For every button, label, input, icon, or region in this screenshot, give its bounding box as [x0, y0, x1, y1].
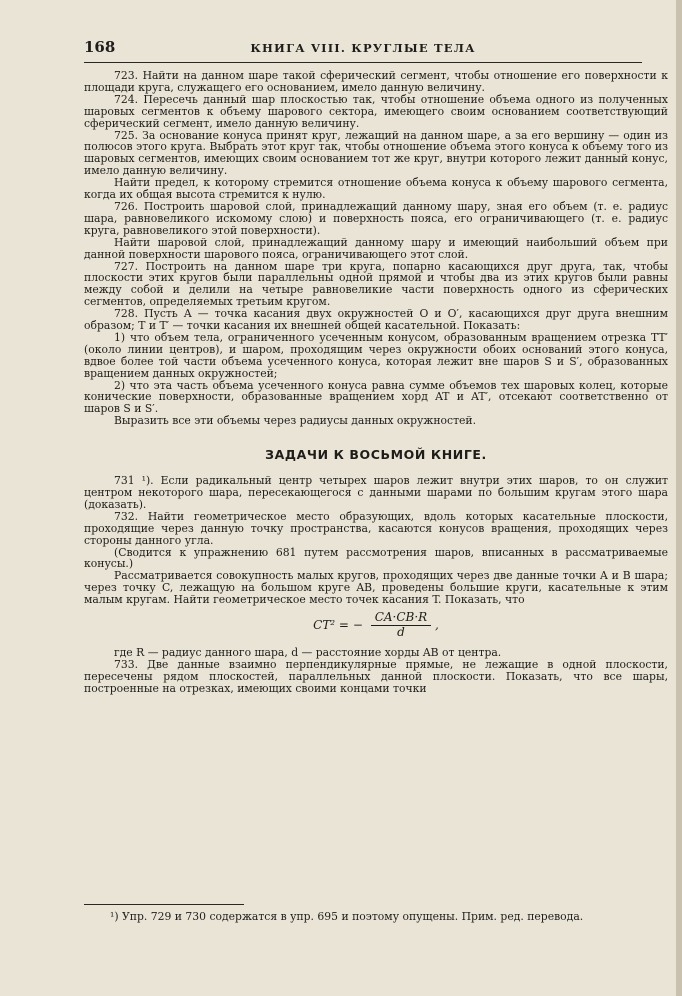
footnote: ¹) Упр. 729 и 730 содержатся в упр. 695 и поэтому опущены. Прим. ред. перевода.	[110, 910, 584, 923]
paragraph: Найти шаровой слой, принадлежащий данному шару и имеющий наибольший объем при данной поверхности шарового пояса, ограничивающего этот слой.	[84, 235, 668, 261]
formula-lhs: CT² =	[313, 617, 349, 632]
paragraph: 733. Две данные взаимно перпендикулярные прямые, не лежащие в одной плоскости, пересечены рядом плоскостей, параллельных данной плоскости. Показать, что все шары, построенные на отрезках, имеющих своими концами точки	[84, 657, 668, 695]
paragraph: Выразить все эти объемы через радиусы данных окружностей.	[114, 414, 477, 428]
formula-minus: −	[352, 617, 363, 632]
paragraph: 724. Пересечь данный шар плоскостью так, чтобы отношение объема одного из полученных шаровых сегментов к объему шарового сектора, имеющего своим основанием соответствующий сферический сегмент, имело данную величину.	[84, 92, 668, 130]
page-edge-shadow	[676, 0, 682, 996]
body-text	[84, 70, 668, 695]
running-head	[84, 38, 642, 58]
formula-numerator: CA·CB·R	[371, 612, 432, 626]
paragraph: 1) что объем тела, ограниченного усеченным конусом, образованным вращением отрезка TT′ (около линии центров), и шаром, проходящим через окружности обоих оснований этого конуса, вдвое более той части объема усеченного конуса, которая лежит вне шаров S и S′, образованных вращением данных окружностей;	[84, 330, 668, 380]
paragraph: 731 ¹). Если радикальный центр четырех шаров лежит внутри этих шаров, то он служит центром некоторого шара, пересекающегося с данными шарами по большим кругам этого шара (доказать).	[84, 474, 668, 511]
header-rule	[84, 62, 642, 63]
paragraph: 723. Найти на данном шаре такой сферический сегмент, чтобы отношение его поверхности к площади круга, служащего его основанием, имело данную величину.	[84, 69, 668, 94]
paragraph: Найти предел, к которому стремится отношение объема конуса к объему шарового сегмента, когда их общая высота стремится к нулю.	[84, 176, 668, 202]
formula-fraction	[371, 612, 432, 639]
page-number: 168	[84, 38, 116, 56]
paragraph: 727. Построить на данном шаре три круга, попарно касающихся друг друга, так, чтобы плоскости этих кругов были параллельны одной прямой и чтобы два из этих кругов были равны между собой и делили на четыре равновеликие части поверхность одного из сферических сегментов, определяемых третьим кругом.	[84, 259, 668, 309]
paragraph: 728. Пусть A — точка касания двух окружностей O и O′, касающихся друг друга внешним образом; T и T′ — точки касания их внешней общей касательной. Показать:	[84, 307, 668, 333]
paragraph: (Сводится к упражнению 681 путем рассмотрения шаров, вписанных в рассматриваемые конусы.)	[84, 545, 668, 571]
formula	[84, 612, 668, 639]
footnote-rule	[84, 904, 244, 905]
paragraph: 725. За основание конуса принят круг, лежащий на данном шаре, а за его вершину — один из полюсов этого круга. Выбрать этот круг так, чтобы отношение объема этого конуса к объему того из шаровых сегментов, имеющих своим основанием тот же круг, внутри которого лежит данный конус, имело данную величину.	[84, 128, 668, 178]
paragraph: 726. Построить шаровой слой, принадлежащий данному шару, зная его объем (т. е. радиус шара, равновеликого искомому слою) и поверхность пояса, его ограничивающего (т. е. радиус круга, равновеликого этой поверхности).	[84, 199, 668, 237]
paragraph: 2) что эта часть объема усеченного конуса равна сумме объемов тех шаровых колец, которые конические поверхности, образованные вращением хорд AT и AT′, отсекают соответственно от шаров S и S′.	[84, 378, 668, 416]
formula-trail: ,	[435, 617, 439, 632]
running-title: КНИГА VIII. КРУГЛЫЕ ТЕЛА	[250, 41, 476, 55]
paragraph: где R — радиус данного шара, d — расстояние хорды AB от центра.	[114, 645, 502, 659]
paragraph: Рассматривается совокупность малых кругов, проходящих через две данные точки A и B шара; через точку C, лежащую на большом круге AB, проведены большие круги, касательные к этим малым кругам. Найти геометрическое место точек касания T. Показать, что	[84, 569, 668, 607]
formula-denominator: d	[397, 624, 405, 639]
paragraph: 732. Найти геометрическое место образующих, вдоль которых касательные плоскости, проходящие через данную точку пространства, касаются конусов вращения, проходящих через стороны данного угла.	[84, 509, 668, 547]
section-title: ЗАДАЧИ К ВОСЬМОЙ КНИГЕ.	[265, 447, 487, 463]
